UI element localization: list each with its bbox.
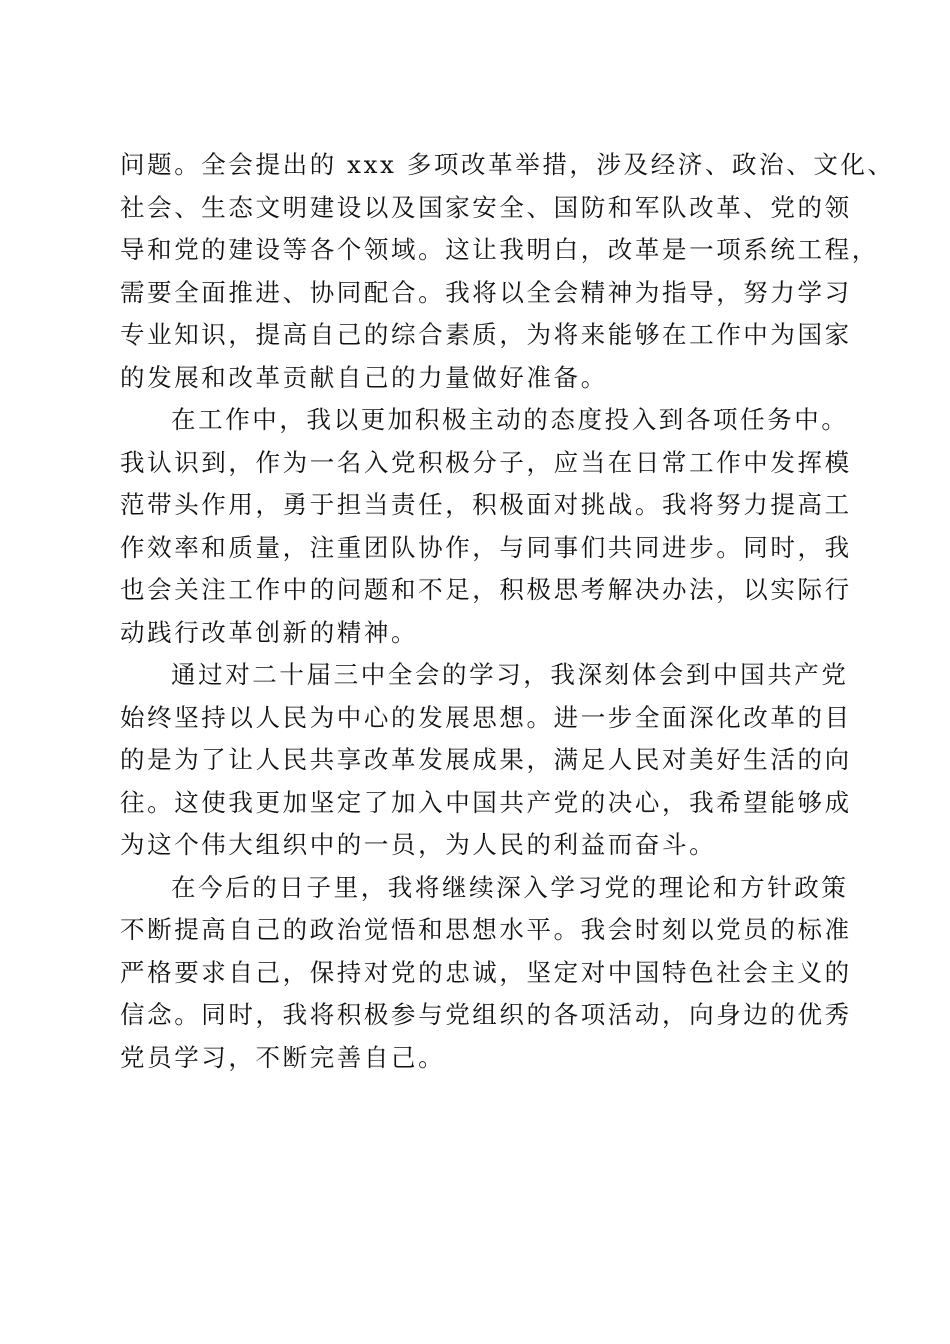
text-line: 的发展和改革贡献自己的力量做好准备。 bbox=[120, 362, 608, 392]
text-line: 我认识到，作为一名入党积极分子，应当在日常工作中发挥模 bbox=[120, 447, 852, 477]
document-body bbox=[120, 144, 895, 1079]
text-line: 作效率和质量，注重团队协作，与同事们共同进步。同时，我 bbox=[120, 532, 852, 562]
text-line: 在工作中，我以更加积极主动的态度投入到各项任务中。 bbox=[171, 405, 849, 434]
text-line: 通过对二十届三中全会的学习，我深刻体会到中国共产党 bbox=[171, 660, 849, 689]
text-line: 始终坚持以人民为中心的发展思想。进一步全面深化改革的目 bbox=[120, 702, 852, 732]
text-line: 社会、生态文明建设以及国家安全、国防和军队改革、党的领 bbox=[120, 192, 852, 222]
paragraph-4 bbox=[120, 867, 852, 1080]
text-line: 党员学习，不断完善自己。 bbox=[120, 1042, 446, 1072]
text-line: 专业知识，提高自己的综合素质，为将来能够在工作中为国家 bbox=[120, 320, 852, 349]
paragraph-2 bbox=[120, 399, 852, 654]
text-line: 动践行改革创新的精神。 bbox=[120, 617, 419, 647]
text-line: 在今后的日子里，我将继续深入学习党的理论和方针政策 bbox=[171, 872, 849, 902]
paragraph-3 bbox=[120, 654, 852, 867]
text-line: 需要全面推进、协同配合。我将以全会精神为指导，努力学习 bbox=[120, 277, 852, 307]
text-line: 问题。全会提出的 xxx 多项改革举措，涉及经济、政治、文化、 bbox=[120, 150, 895, 179]
text-line: 信念。同时，我将积极参与党组织的各项活动，向身边的优秀 bbox=[120, 1000, 852, 1029]
text-line: 不断提高自己的政治觉悟和思想水平。我会时刻以党员的标准 bbox=[120, 915, 852, 944]
text-line: 严格要求自己，保持对党的忠诚，坚定对中国特色社会主义的 bbox=[120, 957, 852, 987]
text-line: 为这个伟大组织中的一员，为人民的利益而奋斗。 bbox=[120, 830, 717, 859]
text-line: 范带头作用，勇于担当责任，积极面对挑战。我将努力提高工 bbox=[120, 490, 852, 519]
text-line: 导和党的建设等各个领域。这让我明白，改革是一项系统工程， bbox=[120, 235, 879, 264]
text-line: 也会关注工作中的问题和不足，积极思考解决办法，以实际行 bbox=[120, 575, 852, 604]
paragraph-1 bbox=[120, 144, 895, 399]
text-line: 往。这使我更加坚定了加入中国共产党的决心，我希望能够成 bbox=[120, 787, 852, 817]
text-line: 的是为了让人民共享改革发展成果，满足人民对美好生活的向 bbox=[120, 745, 852, 774]
